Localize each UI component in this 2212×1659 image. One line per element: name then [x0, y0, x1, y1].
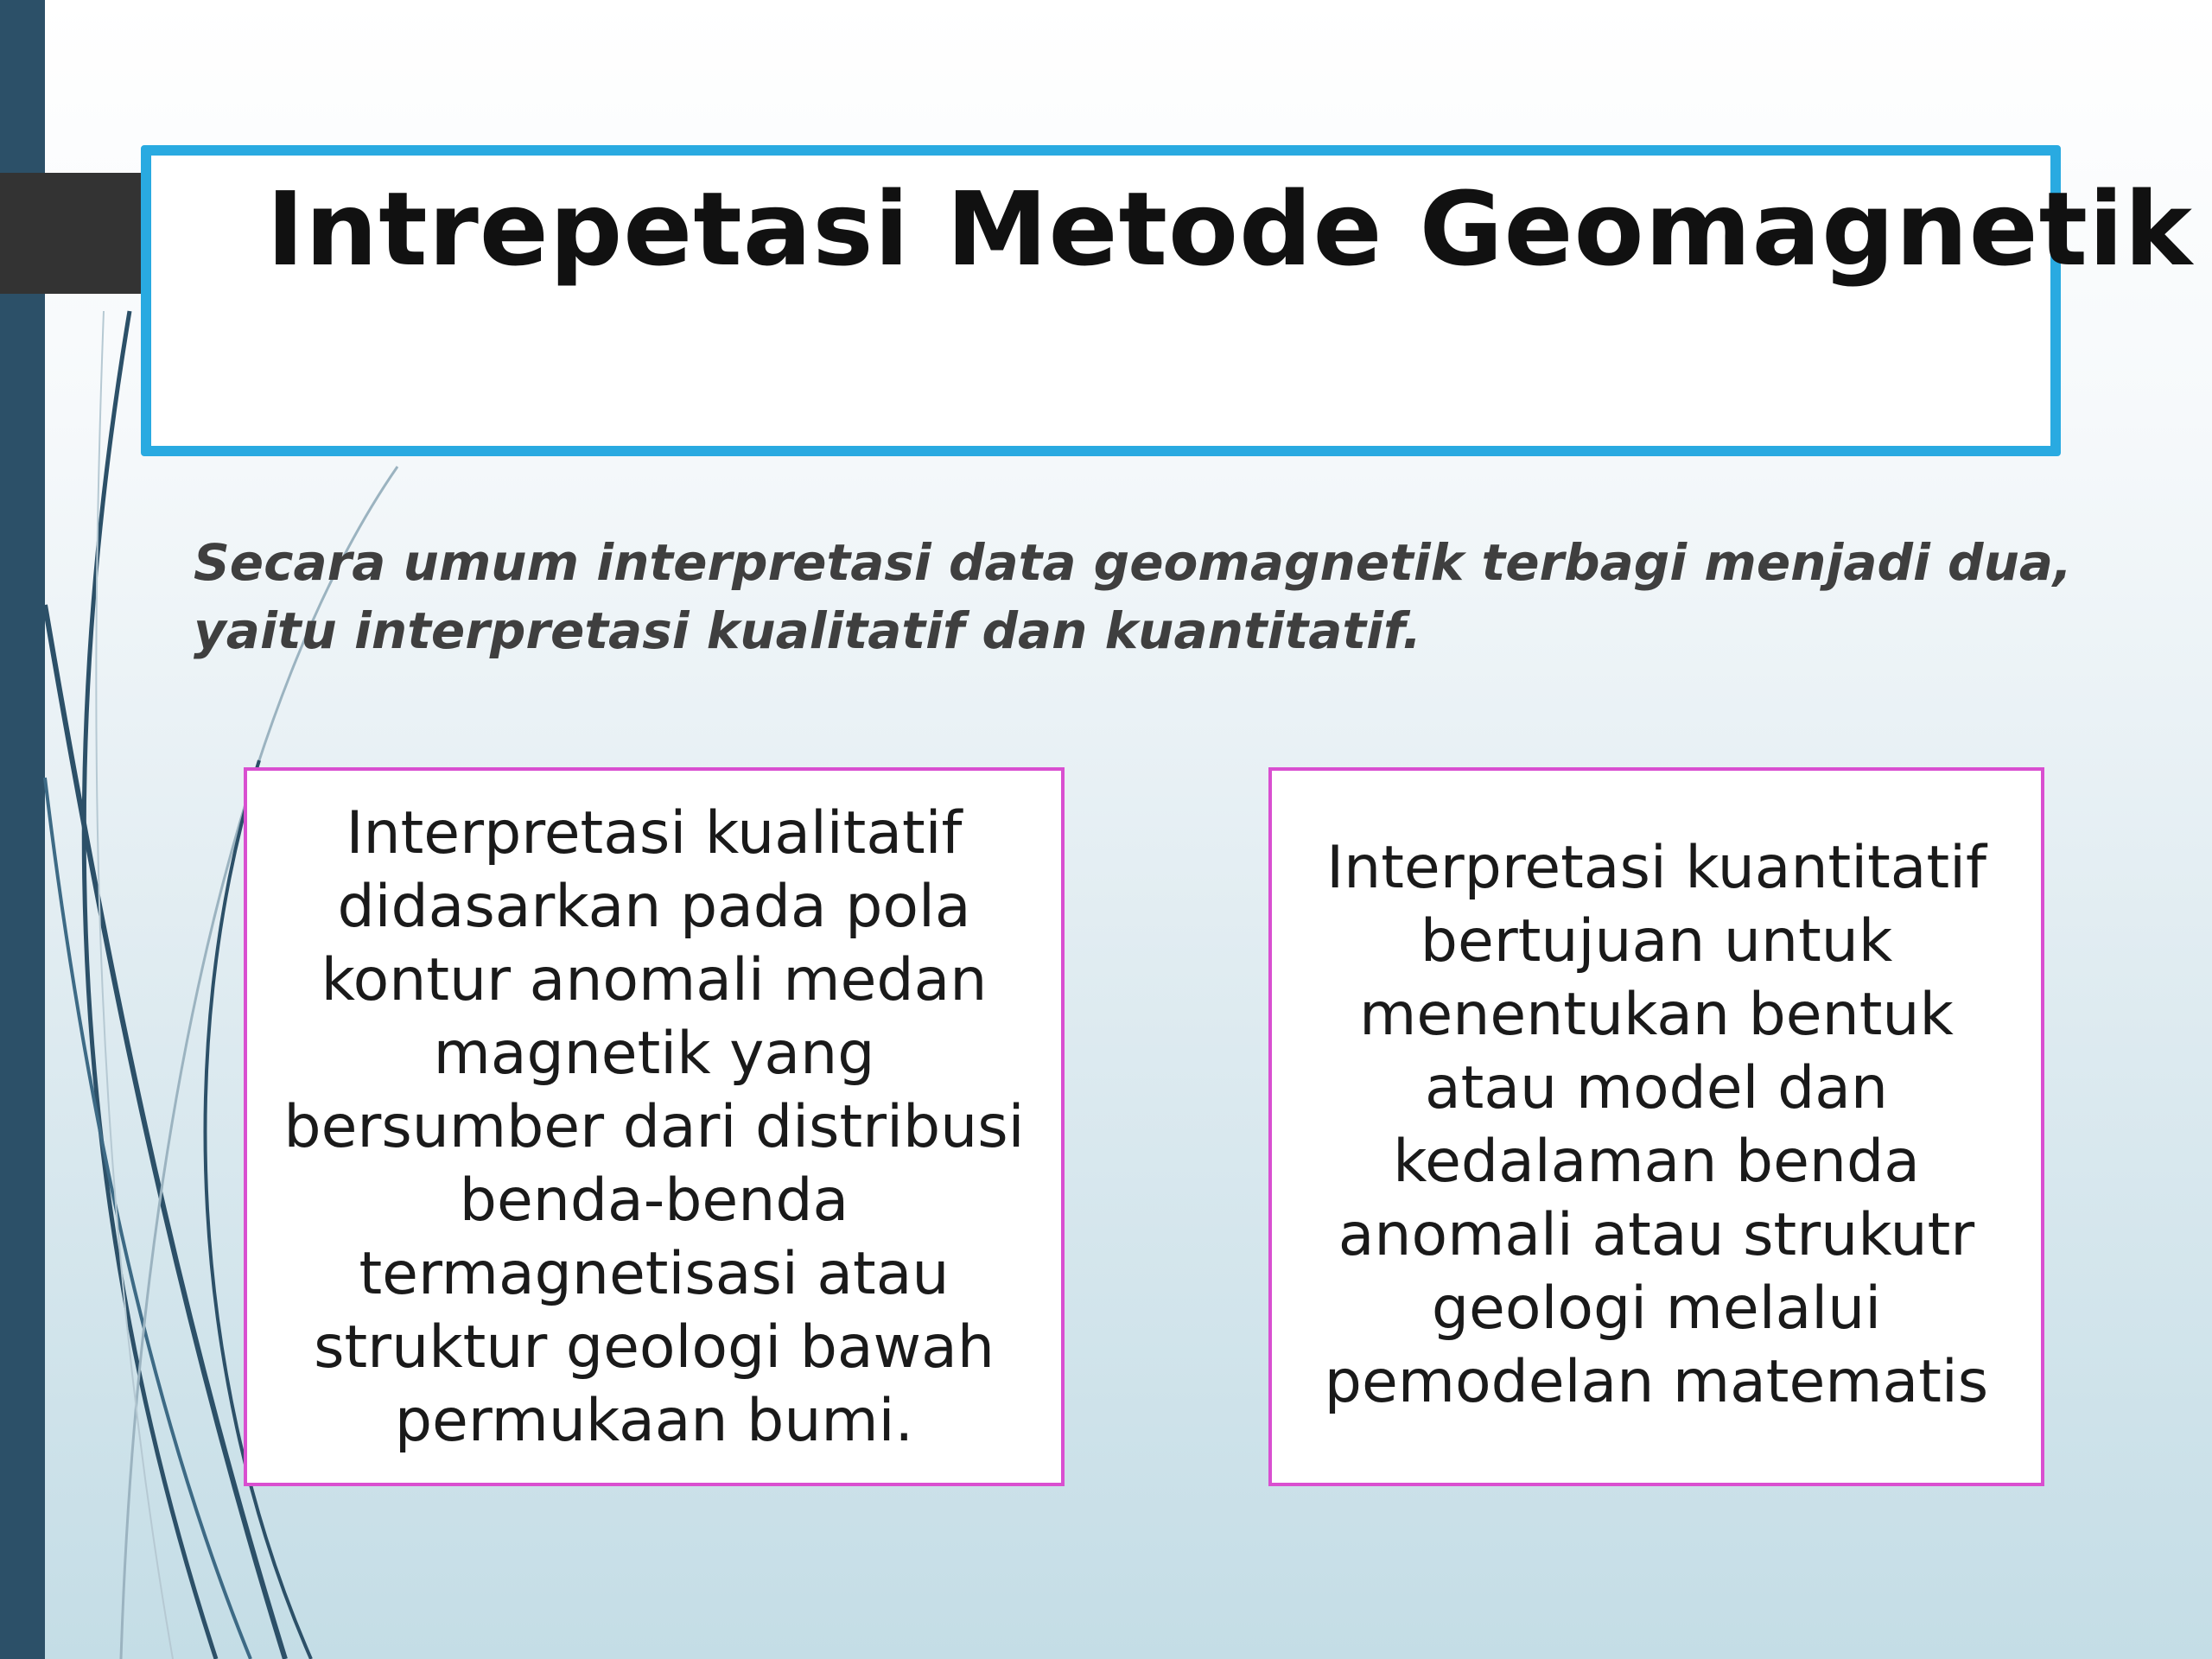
- quantitative-card: [1268, 767, 2044, 1486]
- slide-title: Intrepetasi Metode Geomagnetik: [266, 169, 2193, 289]
- intro-text: Secara umum interpretasi data geomagnetik terbagi menjadi dua, yaitu interpretasi kualitatif dan kuantitatif.: [194, 533, 2073, 660]
- quantitative-text: Interpretasi kuantitatif bertujuan untuk menentukan bentuk atau model dan kedalaman benda anomali atau strukutr geologi melalui pemodelan matematis: [1324, 834, 1989, 1416]
- qualitative-card: [244, 767, 1065, 1486]
- qualitative-text: Interpretasi kualitatif didasarkan pada pola kontur anomali medan magnetik yang bersumber dari distribusi benda-benda termagnetisasi atau struktur geologi bawah permukaan bumi.: [283, 799, 1025, 1455]
